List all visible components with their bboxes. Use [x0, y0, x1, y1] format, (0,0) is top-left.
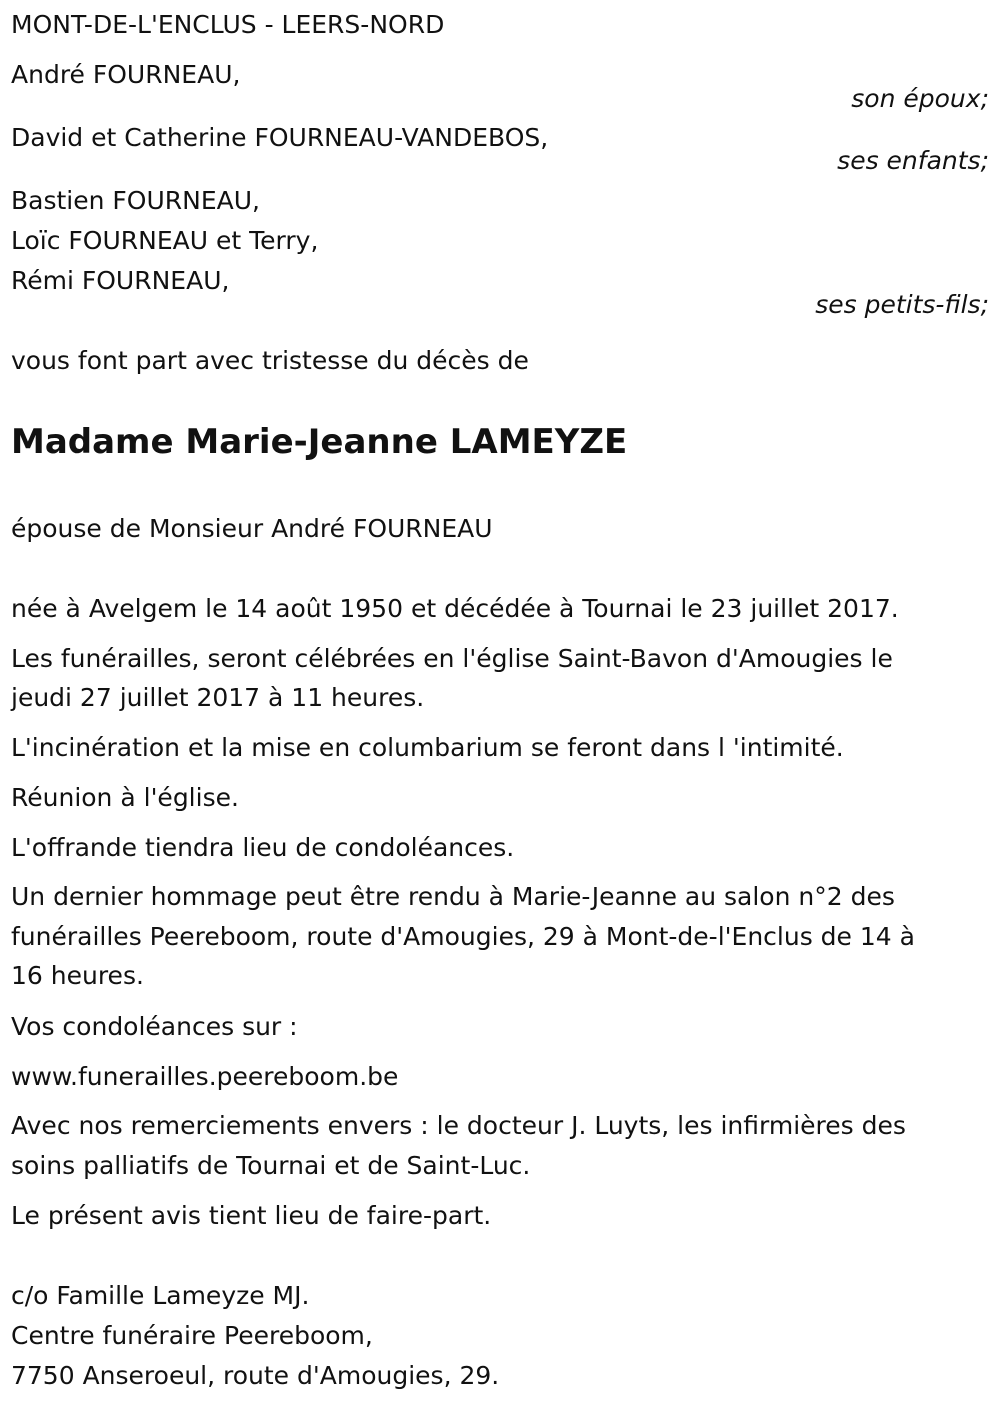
spouse-line: épouse de Monsieur André FOURNEAU [11, 514, 493, 543]
location-header: MONT-DE-L'ENCLUS - LEERS-NORD [11, 10, 445, 39]
contact-line-1: c/o Famille Lameyze MJ. [11, 1281, 310, 1310]
contact-line-3: 7750 Anseroeul, route d'Amougies, 29. [11, 1361, 500, 1390]
relation-children: ses enfants; [837, 146, 989, 175]
deceased-name: Madame Marie-Jeanne LAMEYZE [11, 422, 628, 462]
relation-spouse: son époux; [851, 84, 989, 113]
contact-line-2: Centre funéraire Peereboom, [11, 1321, 373, 1350]
family-name-children: David et Catherine FOURNEAU-VANDEBOS, [11, 123, 549, 152]
relation-grandchildren: ses petits-fils; [815, 290, 989, 319]
announcement-text: vous font part avec tristesse du décès de [11, 346, 529, 375]
funeral-line-1: Les funérailles, seront célébrées en l'église Saint-Bavon d'Amougies le [11, 644, 893, 673]
notice-line: Le présent avis tient lieu de faire-part. [11, 1201, 492, 1230]
homage-line-1: Un dernier hommage peut être rendu à Marie-Jeanne au salon n°2 des [11, 882, 895, 911]
homage-line-2: funérailles Peereboom, route d'Amougies, 29 à Mont-de-l'Enclus de 14 à [11, 922, 915, 951]
birth-death-line: née à Avelgem le 14 août 1950 et décédée à Tournai le 23 juillet 2017. [11, 594, 899, 623]
condolences-website[interactable]: www.funerailles.peereboom.be [11, 1062, 399, 1091]
cremation-line: L'incinération et la mise en columbarium se feront dans l 'intimité. [11, 733, 844, 762]
thanks-line-2: soins palliatifs de Tournai et de Saint-Luc. [11, 1151, 531, 1180]
offering-line: L'offrande tiendra lieu de condoléances. [11, 833, 515, 862]
thanks-line-1: Avec nos remerciements envers : le docteur J. Luyts, les infirmières des [11, 1111, 906, 1140]
family-name-grandson-2: Loïc FOURNEAU et Terry, [11, 226, 319, 255]
family-name-grandson-3: Rémi FOURNEAU, [11, 266, 230, 295]
funeral-line-2: jeudi 27 juillet 2017 à 11 heures. [11, 683, 425, 712]
family-name-grandson-1: Bastien FOURNEAU, [11, 186, 260, 215]
reunion-line: Réunion à l'église. [11, 783, 239, 812]
homage-line-3: 16 heures. [11, 961, 144, 990]
condolences-label: Vos condoléances sur : [11, 1012, 298, 1041]
family-name-spouse: André FOURNEAU, [11, 60, 241, 89]
